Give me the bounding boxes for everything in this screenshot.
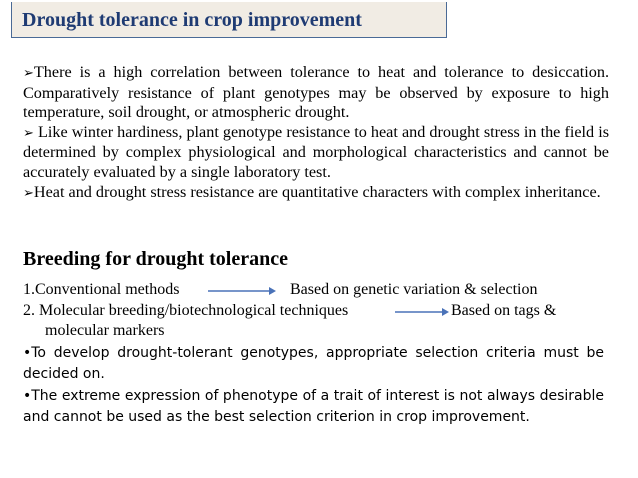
method-2-continuation: molecular markers: [45, 322, 165, 339]
method-2-result: Based on tags &: [451, 302, 557, 319]
slide-title: Drought tolerance in crop improvement: [22, 9, 362, 31]
arrow-right-icon: [207, 285, 277, 297]
arrow-bullet-icon: ➢: [23, 66, 34, 81]
bullet-list: [23, 63, 609, 203]
bullet-item: ➢There is a high correlation between tolerance to heat and tolerance to desiccation. Comparatively resistance of plant genotypes may be observed by exposure to high temperature, soil drought, or atmospheric drought.: [23, 63, 609, 122]
title-box: [11, 2, 447, 38]
arrow-bullet-icon: ➢: [23, 125, 34, 141]
section-heading: Breeding for drought tolerance: [23, 248, 288, 270]
method-1-result: Based on genetic variation & selection: [290, 281, 538, 298]
method-1-label: 1.Conventional methods: [23, 281, 180, 298]
bullet-item: ➢Heat and drought stress resistance are quantitative characters with complex inheritance.: [23, 182, 601, 201]
point-item: •The extreme expression of phenotype of a trait of interest is not always desirable and cannot be used as the best selection criterion in crop improvement.: [23, 388, 604, 425]
arrow-bullet-icon: ➢: [23, 185, 34, 201]
point-item: •To develop drought-tolerant genotypes, appropriate selection criteria must be decided on.: [23, 345, 604, 382]
arrow-right-icon: [394, 306, 450, 318]
method-2-label: 2. Molecular breeding/biotechnological techniques: [23, 302, 349, 319]
bullet-item: ➢ Like winter hardiness, plant genotype resistance to heat and drought stress in the field is determined by complex physiological and morphological characteristics and cannot be accurately evaluated by a single laboratory test.: [23, 122, 609, 181]
